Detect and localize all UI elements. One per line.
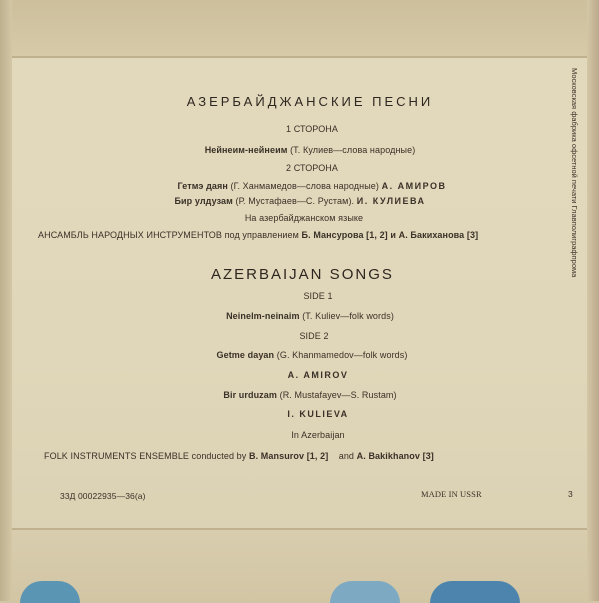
russian-side2-label: 2 СТОРОНА (285, 163, 339, 173)
russian-language: На азербайджанском языке (244, 213, 364, 223)
sleeve-top-flap (0, 0, 599, 58)
sleeve-right-edge (587, 0, 599, 601)
english-ensemble-conductor1-sides: [1, 2] (306, 451, 329, 461)
russian-ensemble-prefix: АНСАМБЛЬ НАРОДНЫХ ИНСТРУМЕНТОВ под управлением (38, 230, 299, 240)
page-number: 3 (568, 489, 573, 499)
russian-song2 (178, 181, 447, 191)
english-song2-title: Getme dayan (216, 350, 275, 360)
printer-imprint-vertical: Московская фабрика офсетной печати Главполиграфпрома (570, 68, 579, 278)
english-ensemble-conductor2-sides: [3] (422, 451, 434, 461)
russian-song1-title: Нейнеим-нейнеим (204, 145, 288, 155)
english-ensemble (44, 451, 434, 461)
english-song3-composer: I. KULIEVA (287, 409, 349, 419)
english-song2-composer: A. AMIROV (287, 370, 349, 380)
russian-song2-composer: А. АМИРОВ (381, 181, 447, 191)
catalog-number: 33Д 00022935—36(а) (60, 491, 146, 501)
english-side2-label: SIDE 2 (299, 331, 329, 341)
english-title: AZERBAIJAN SONGS (211, 266, 394, 283)
russian-song3 (174, 196, 425, 206)
english-language: In Azerbaijan (291, 430, 345, 440)
russian-song3-composer: И. КУЛИЕВА (356, 196, 426, 206)
artwork-fragment-middle (330, 581, 400, 603)
english-song1 (226, 311, 394, 321)
english-song3 (223, 390, 396, 400)
english-ensemble-and: and (338, 451, 355, 461)
english-song3-title: Bir urduzam (223, 390, 277, 400)
sleeve-bottom-flap (0, 528, 599, 603)
english-ensemble-prefix: FOLK INSTRUMENTS ENSEMBLE conducted by (44, 451, 247, 461)
russian-song3-credit: (Р. Мустафаев—С. Рустам). (235, 196, 355, 206)
russian-song2-title: Гетмэ даян (177, 181, 228, 191)
english-song2 (217, 350, 408, 360)
english-song1-title: Neinelm-neinaim (226, 311, 300, 321)
artwork-fragment-left (20, 581, 80, 603)
russian-song2-credit: (Г. Ханмамедов—слова народные) (230, 181, 380, 191)
sleeve-left-edge (0, 0, 12, 601)
english-side1-label: SIDE 1 (303, 291, 333, 301)
english-ensemble-conductor1: B. Mansurov (248, 451, 305, 461)
russian-title: АЗЕРБАЙДЖАНСКИЕ ПЕСНИ (186, 94, 434, 109)
english-song2-credit: (G. Khanmamedov—folk words) (276, 350, 408, 360)
english-song3-credit: (R. Mustafayev—S. Rustam) (279, 390, 397, 400)
english-ensemble-conductor2: A. Bakikhanov (356, 451, 420, 461)
russian-song3-title: Бир улдузам (174, 196, 233, 206)
artwork-fragment-right (430, 581, 520, 603)
russian-ensemble-conductors: Б. Мансурова [1, 2] и А. Бакиханова [3] (301, 230, 479, 240)
russian-song1-credit: (Т. Кулиев—слова народные) (290, 145, 416, 155)
english-song1-credit: (T. Kuliev—folk words) (302, 311, 394, 321)
made-in-ussr: MADE IN USSR (421, 489, 482, 499)
russian-ensemble (38, 230, 478, 240)
russian-song1 (205, 145, 416, 155)
russian-side1-label: 1 СТОРОНА (285, 124, 339, 134)
